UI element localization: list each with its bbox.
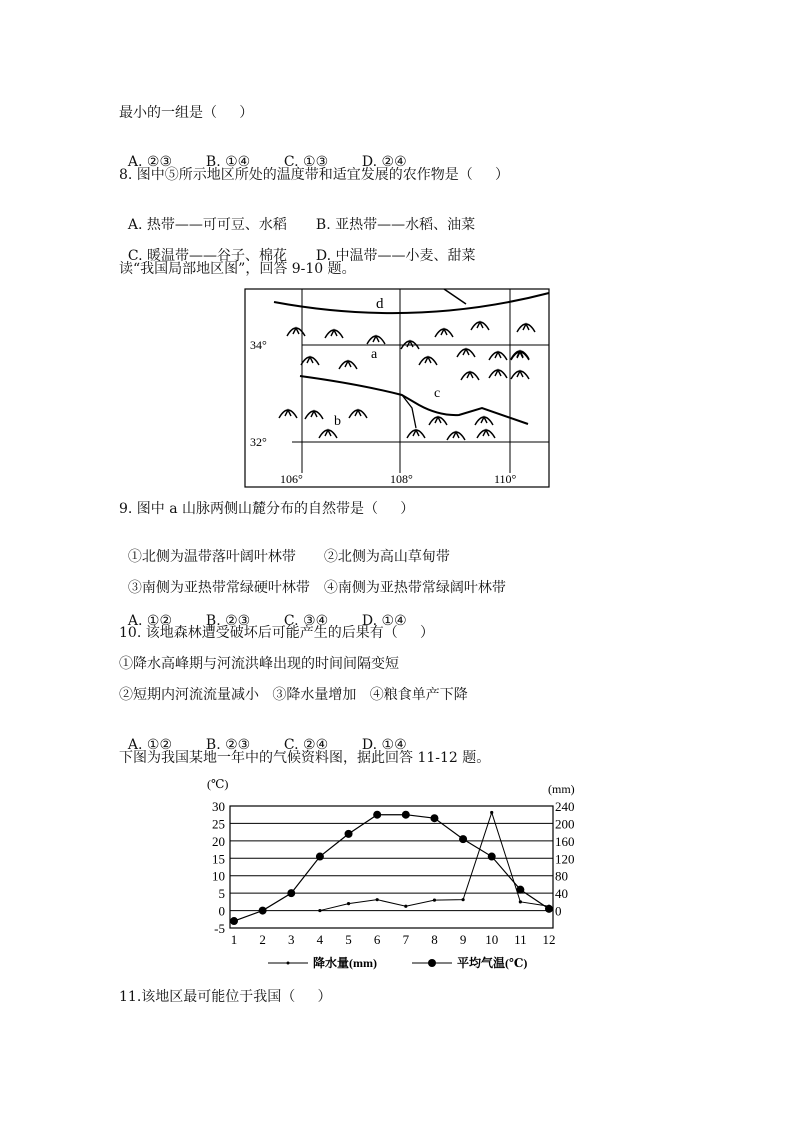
lat-label-34: 34° [250,338,267,352]
q8-stem: 8. 图中⑤所示地区所处的温度带和适宜发展的农作物是（ ） [119,167,510,183]
temperature-point [459,835,467,843]
right-tick-label: 80 [555,868,568,884]
right-tick-label: 240 [555,799,575,814]
right-unit-label: (mm) [548,782,575,796]
chart-legend [268,955,527,970]
temperature-point [373,811,381,819]
label-b: b [334,414,341,429]
right-tick-label: 160 [555,833,575,849]
left-tick-label: 20 [212,833,225,849]
temperature-point [402,811,410,819]
statement-3: ③南侧为亚热带常绿硬叶林带 [127,580,310,596]
precipitation-point [519,900,522,903]
left-tick-label: 0 [218,903,225,919]
option-b: B. ②③ [205,613,251,629]
option-a: A. 热带——可可豆、水稻 [127,217,287,233]
option-a: A. ①② [127,613,173,629]
x-tick-label: 8 [431,932,438,947]
right-tick-label: 200 [555,816,575,832]
map-frame [245,289,549,487]
temperature-point [230,917,238,925]
chart-grid [230,806,553,928]
precipitation-point [490,811,493,814]
option-c: C. ③④ [283,613,329,629]
q10-stem: 10. 该地森林遭受破坏后可能产生的后果有（ ） [119,625,434,641]
option-c: C. 暖温带——谷子、棉花 [127,248,288,264]
temperature-point [430,814,438,822]
left-tick-label: 10 [212,868,225,884]
legend-label-precip: 降水量(mm) [313,956,377,970]
lon-label-108: 108° [390,472,413,486]
option-c: C. ②④ [283,737,329,753]
option-a: A. ②③ [127,154,173,170]
precipitation-point [376,898,379,901]
temperature-point [316,853,324,861]
legend-marker-precip [287,962,290,965]
left-tick-label: 25 [212,816,225,832]
x-tick-label: 9 [459,932,467,947]
left-tick-label: -5 [214,921,225,936]
q10-statements-234: ②短期内河流流量减小 ③降水量增加 ④粮食单产下降 [119,687,468,703]
label-a: a [371,347,378,362]
regional-map [244,288,550,488]
option-b: B. ①④ [205,154,251,170]
precipitation-point [347,902,350,905]
plot-frame [230,806,553,928]
x-tick-label: 10 [485,932,499,947]
precipitation-point [404,905,407,908]
q10-statement-1: ①降水高峰期与河流洪峰出现的时间间隔变短 [119,656,399,672]
instruction-11-12: 下图为我国某地一年中的气候资料图，据此回答 11-12 题。 [119,750,491,766]
q9-stem: 9. 图中 a 山脉两侧山麓分布的自然带是（ ） [119,501,415,517]
option-d: D. ①④ [361,613,407,629]
option-d: D. ②④ [361,154,407,170]
precipitation-point [547,905,550,908]
lon-label-106: 106° [280,472,303,486]
precipitation-point [461,898,464,901]
option-d: D. 中温带——小麦、甜菜 [315,248,476,264]
x-tick-label: 3 [288,932,295,947]
right-tick-label: 0 [555,903,562,919]
temperature-point [488,853,496,861]
option-d: D. ①④ [361,737,407,753]
x-tick-label: 1 [230,932,238,947]
label-d: d [376,296,384,312]
label-c: c [434,386,441,401]
precipitation-line [320,813,549,911]
q9-statements-34 [119,561,506,597]
temperature-point [287,889,295,897]
temperature-point [345,830,353,838]
right-tick-label: 120 [555,851,575,867]
x-tick-label: 11 [514,932,527,947]
x-tick-label: 12 [542,932,556,947]
chart-axes [212,799,575,947]
x-tick-label: 4 [316,932,324,947]
option-a: A. ①② [127,737,173,753]
statement-4: ④南侧为亚热带常绿阔叶林带 [323,580,506,596]
temperature-point [259,907,267,915]
x-tick-label: 7 [402,932,410,947]
x-tick-label: 2 [259,932,266,947]
left-tick-label: 30 [212,799,225,814]
x-tick-label: 6 [373,932,381,947]
statement-2: ②北侧为高山草甸带 [323,549,450,565]
left-unit-label: (℃) [207,777,229,791]
x-tick-label: 5 [345,932,352,947]
chart-series [230,811,553,925]
statement-1: ①北侧为温带落叶阔叶林带 [127,549,296,565]
option-c: C. ①③ [283,154,329,170]
temperature-line [234,815,549,921]
legend-label-temp: 平均气温(℃) [457,956,528,970]
precipitation-point [318,909,321,912]
q7-stem-tail: 最小的一组是（ ） [119,105,254,121]
legend-marker-temp [428,959,436,967]
option-b: B. ②③ [205,737,251,753]
precipitation-point [433,899,436,902]
left-tick-label: 5 [218,886,225,902]
climate-chart [200,770,580,975]
instruction-9-10: 读“我国局部地区图”，回答 9-10 题。 [119,261,356,277]
left-tick-label: 15 [212,851,225,867]
option-b: B. 亚热带——水稻、油菜 [315,217,476,233]
q11-stem: 11.该地区最可能位于我国（ ） [119,989,332,1005]
lat-label-32: 32° [250,435,267,449]
lon-label-110: 110° [494,472,517,486]
right-tick-label: 40 [555,886,568,902]
